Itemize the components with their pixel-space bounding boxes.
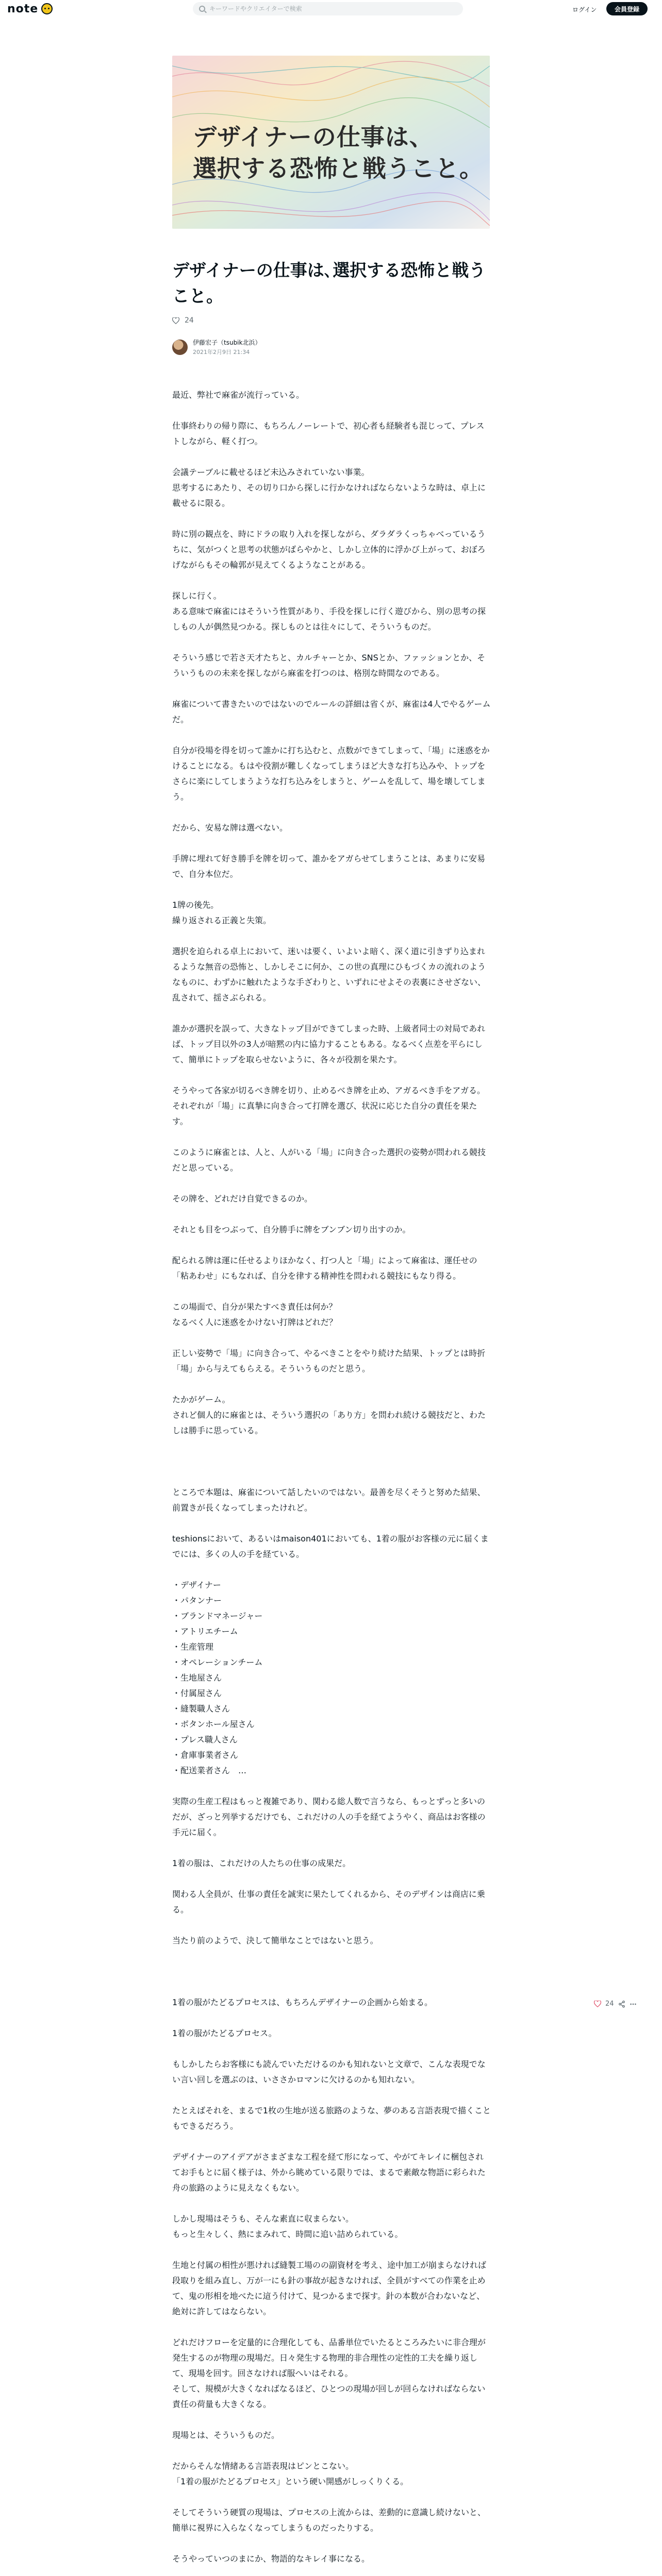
paragraph: しかし現場はそうも、そんな素直に収まらない。 もっと生々しく、熱にまみれて、時間に追い詰められている。: [172, 2214, 403, 2239]
paragraph: 時に別の観点を、時にドラの取り入れを探しながら、ダラダラくっちゃべっているうちに、気がつくと思考の状態がばらやかと、しかし立体的に浮かび上がって、おぼろげながらもその輪郭が見えてくるようなことがある。: [172, 529, 486, 570]
paragraph: 会議テーブルに載せるほど未込みされていない事業。 思考するにあたり、その切り口から探しに行かなければならないような時は、卓上に載せるに限る。: [172, 467, 486, 508]
paragraph: 仕事終わりの帰り際に、もちろんノーレートで、初心者も経験者も混じって、プレストしながら、軽く打つ。: [172, 421, 485, 446]
article-title: デザイナーの仕事は､選択する恐怖と戦うこと。: [172, 260, 486, 306]
paragraph: 関わる人全員が、仕事の責任を誠実に果たしてくれるから、そのデザインは商店に乗る。: [172, 1889, 485, 1914]
heart-icon[interactable]: [172, 317, 179, 324]
paragraph: 選択を迫られる卓上において、迷いは要く、いよいよ暗く、深く道に引きずり込まれるような無音の恐怖と、しかしそこに何か、この世の真理にひもづくカの流れのようなものに、わずかに触れたような手ざわりと、いずれにせよその表裏にさせざない、乱されて、揺さぶられる。: [172, 946, 486, 1003]
paragraph: どれだけフローを定量的に合理化しても、品番単位でいたるところみたいに非合理が発生するのが物理の現場だ。日々発生する物理的非合理性の定性的工夫を繰り返して、現場を回す。回さなければ服へいはそれる。 そして、規模が大きくなればなるほど、ひとつの現場が回しが回らなければならない責任の荷量も大きくなる。: [172, 2337, 486, 2409]
search-icon: [199, 6, 205, 12]
note-logo[interactable]: [7, 3, 53, 15]
avatar[interactable]: [172, 340, 188, 355]
paragraph: そうやっていつのまにか、物語的なキレイ事になる。: [172, 2554, 370, 2564]
paragraph: ところで本題は、麻雀について話したいのではない。最善を尽くそうと努めた結果、前置きが長くなってしまったけれど。: [172, 1487, 486, 1513]
author-info[interactable]: [172, 338, 261, 356]
paragraph: 生地と付属の相性が悪ければ縫製工場のの副資材を考え、途中加工が崩まらなければ段取りを組み直し、万が一にも針の事故が起きなければ、全員がすべての作業を止めて、鬼の形相を地べたに這う付けて、見つかるまで探す。針の本数が合わないなど、絶対に許してはならない。: [172, 2260, 486, 2316]
paragraph: もしかしたらお客様にも読んでいただけるのかも知れないと文章で、こんな表現でない言い回しを選ぶのは、いささかロマンに欠けるのかも知れない。: [172, 2059, 486, 2084]
publish-date: 2021年2月9日 21:34: [193, 349, 250, 355]
paragraph: 1牌の後先。 繰り返される正義と失策。: [172, 900, 272, 925]
paragraph: 1着の服がたどるプロセスは、もちろんデザイナーの企画から始まる。: [172, 1997, 433, 2007]
paragraph: このように麻雀とは、人と、人がいる「場」に向き合った選択の姿勢が問われる競技だと思っている。: [172, 1147, 486, 1173]
more-icon[interactable]: [630, 2001, 637, 2008]
paragraph: 手牌に埋れて好き勝手を牌を切って、誰かをアガらせてしまうことは、あまりに安易で、自分本位だ。: [172, 854, 486, 879]
like-area[interactable]: [172, 316, 194, 325]
logo-face-icon: [41, 3, 53, 14]
paragraph: たとえばそれを、まるで1枚の生地が送る旅路のような、夢のある言語表現で描くこともできるだろう。: [172, 2106, 491, 2131]
search-input[interactable]: [209, 5, 457, 12]
section-spacer: [172, 1964, 492, 1995]
paragraph: この場面で、自分が果たすべき責任は何か？ なるべく人に迷惑をかけない打牌はどれだ？: [172, 1302, 338, 1327]
paragraph: そういう感じで若さ天才たちと、カルチャーとか、SNSとか、ファッションとか、そういうものの未来を探しながら麻雀を打つのは、格別な時間なのである。: [172, 653, 486, 678]
paragraph: そしてそういう硬質の現場は、プロセスの上流からは、差動的に意識し続けないと、簡単に視界に入らなくなってしまうものだったりする。: [172, 2507, 486, 2533]
role-list: ・デザイナー ・パタンナー ・ブランドマネージャー ・アトリエチーム ・生産管理 ・オペレーションチーム ・生地屋さん ・付属屋さん ・縫製職人さん ・ボタンホール屋さん ・プレス職人さん ・倉庫事業者さん ・配送業者さん …: [172, 1580, 263, 1775]
login-button[interactable]: ログイン: [572, 6, 597, 13]
paragraph: たかがゲーム。 されど個人的に麻雀とは、そういう選択の「あり方」を問われ続ける競技だと、わたしは勝手に思っている。: [172, 1395, 486, 1435]
paragraph: 当たり前のようで、決して簡単なことではないと思う。: [172, 1936, 378, 1945]
side-heart-icon[interactable]: [594, 2001, 601, 2007]
search-bar[interactable]: [193, 2, 463, 15]
paragraph: 正しい姿勢で「場」に向き合って、やるべきことをやり続けた結果、トップとは時折「場」から与えてもらえる。そういうものだと思う。: [172, 1348, 486, 1374]
share-icon[interactable]: [618, 2001, 625, 2008]
paragraph: 1着の服は、これだけの人たちの仕事の成果だ。: [172, 1858, 351, 1868]
signup-button[interactable]: 会員登録: [606, 2, 648, 15]
eyecatch-image: [172, 56, 490, 229]
paragraph: teshionsにおいて、あるいはmaison401においても、1着の服がお客様の元に届くまでには、多くの人の手を経ている。: [172, 1534, 489, 1559]
section-spacer: [172, 1454, 492, 1485]
paragraph: 誰かが選択を誤って、大きなトップ目ができてしまった時、上級者同士の対局であれば、トップ目以外の3人が暗黙の内に協力することもある。なるべく点差を平らにして、簡単にトップを取らせないように、各々が役割を果たす。: [172, 1024, 486, 1064]
paragraph: だからそんな情緒ある言語表現はピンとこない。 「1着の服がたどるプロセス」という硬い開感がしっくりくる。: [172, 2461, 409, 2486]
site-header: [0, 0, 662, 18]
paragraph: その牌を、どれだけ自覚できるのか。: [172, 1194, 313, 1204]
paragraph: 麻雀について書きたいのではないのでルールの詳細は省くが、麻雀は4人でやるゲームだ。: [172, 699, 491, 724]
paragraph: だから、安易な牌は選べない。: [172, 823, 288, 833]
paragraph: 1着の服がたどるプロセス。: [172, 2028, 277, 2038]
eyecatch-title: デザイナーの仕事は、 選択する恐怖と戦うこと。: [193, 123, 484, 182]
article-body: [172, 387, 492, 2576]
paragraph: 現場とは、そういうものだ。: [172, 2430, 280, 2440]
like-count: 24: [185, 316, 194, 325]
paragraph: デザイナーのアイデアがさまざまな工程を経て形になって、やがてキレイに梱包されてお手もとに届く様子は、外から眺めている限りでは、まるで素敵な物語に彩られた舟の旅路のように見えなくもない。: [172, 2152, 486, 2193]
author-name[interactable]: 伊藤宏子（tsubik北浜）: [193, 339, 261, 346]
paragraph: そうやって各家が切るべき牌を切り、止めるべき牌を止め、アガるべき手をアガる。それぞれが「場」に真摯に向き合って打牌を選び、状況に応じた自分の責任を果たす。: [172, 1086, 486, 1126]
paragraph: 自分が役場を得を切って誰かに打ち込むと、点数ができてしまって、「場」に迷惑をかけることになる。もはや役割が難しくなってしまうほど大きな打ち込みや、トップをさらに楽にしてしまうような打ち込みをしまうと、ゲームを乱して、場を壊してしまう。: [172, 745, 490, 802]
paragraph: 配られる牌は運に任せるよりほかなく、打つ人と「場」によって麻雀は、運任せの「粘あわせ」にもなれば、自分を律する精神性を問われる競技にもなり得る。: [172, 1256, 477, 1281]
side-like-count: 24: [605, 2000, 614, 2008]
paragraph: 最近、弊社で麻雀が流行っている。: [172, 390, 305, 400]
paragraph: それとも目をつぶって、自分勝手に牌をブンブン切り出すのか。: [172, 1225, 411, 1234]
side-like-area[interactable]: [594, 2000, 637, 2008]
paragraph: 実際の生産工程はもっと複雑であり、関わる総人数で言うなら、もっとずっと多いのだが、ざっと列挙するだけでも、これだけの人の手を経てようやく、商品はお客様の手元に届く。: [172, 1797, 486, 1837]
logo-text: note: [7, 2, 39, 15]
paragraph: 探しに行く。 ある意味で麻雀にはそういう性質があり、手役を探しに行く遊びから、別の思考の探しもの人が偶然見つかる。探しものとは往々にして、そういうものだ。: [172, 591, 486, 632]
